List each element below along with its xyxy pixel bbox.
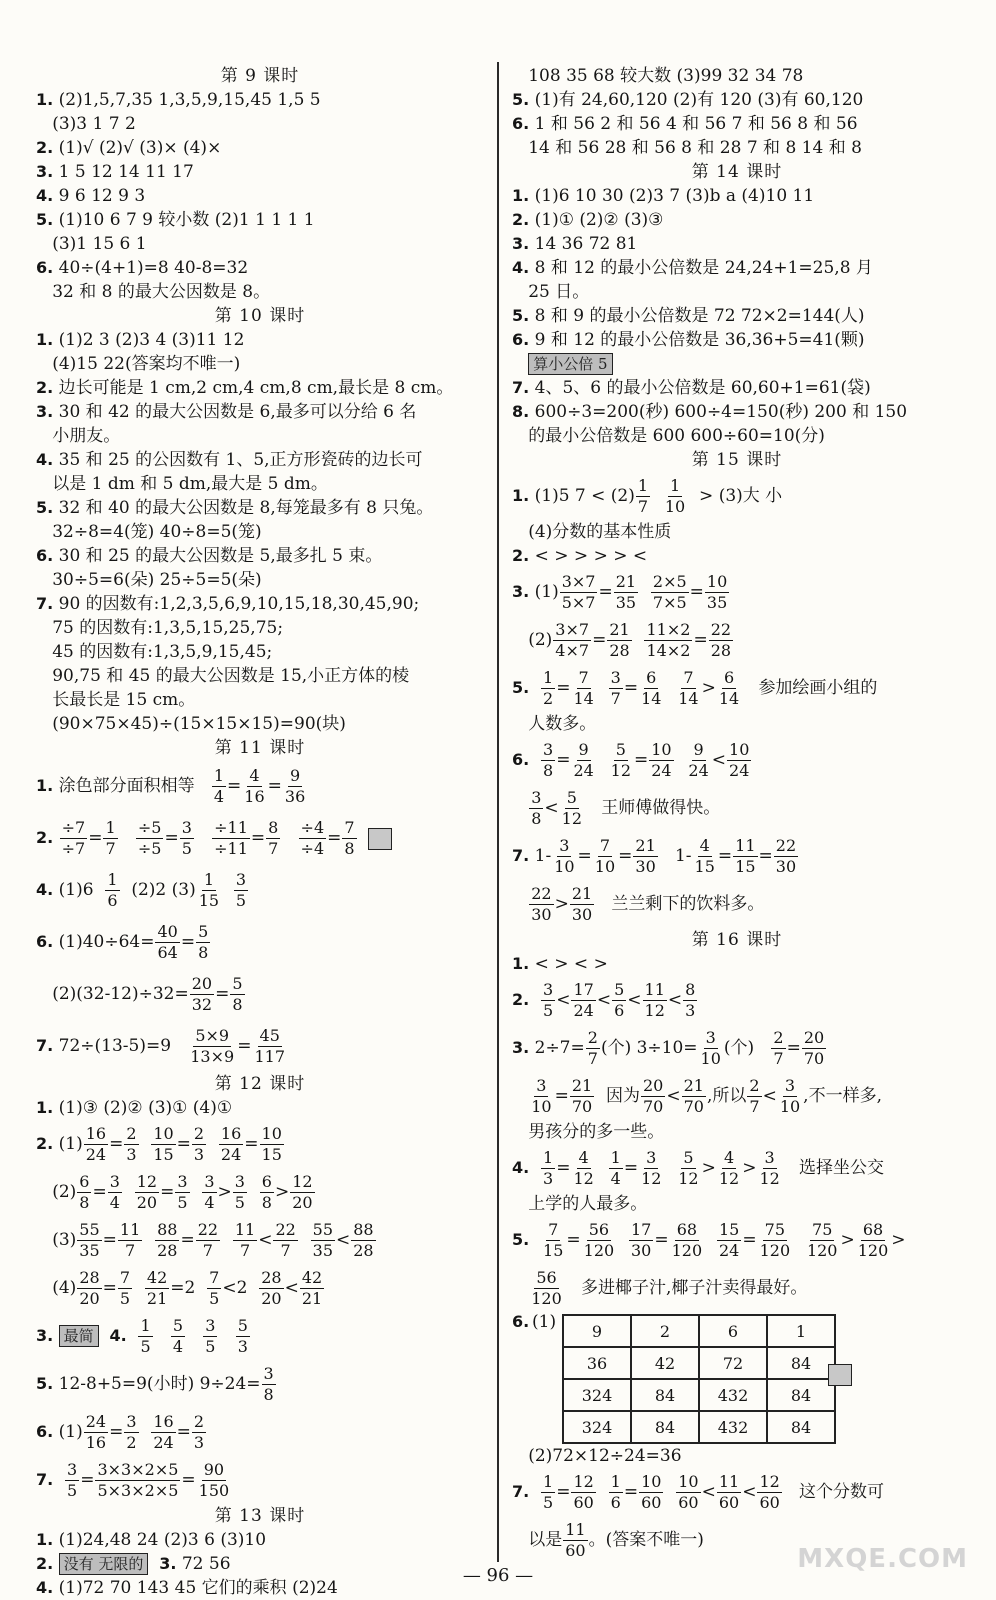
- table-cell: 1: [767, 1315, 835, 1347]
- answer-line: 3. 2÷7= $\frac{2}{7}$ (个) 3÷10= $\frac{3}{10}$ (个) $\frac{2}{7}$ = $\frac{20}{70}$: [512, 1028, 825, 1068]
- table-cell: 72: [699, 1347, 767, 1379]
- answer-line: 上学的人最多。: [528, 1194, 648, 1214]
- answer-line: (3)3 1 7 2: [52, 114, 136, 134]
- answer-line: 1. (1)6 10 30 (2)3 7 (3)b a (4)10 11: [512, 186, 815, 206]
- answer-line: 7. $\frac{1}{5}$ = $\frac{12}{60}$ $\frac{1}{6}$ = $\frac{10}{60}$ $\frac{10}{60}$ < $\frac{11}{60}$ < $\frac{12}{60}$ 这个分数可: [512, 1472, 885, 1512]
- lesson-11-title: 第 11 课时: [214, 738, 306, 758]
- answer-line: 14 和 56 28 和 56 8 和 28 7 和 8 14 和 8: [528, 138, 862, 158]
- answer-line: 7. 1- $\frac{3}{10}$ = $\frac{7}{10}$ = $\frac{21}{30}$ 1- $\frac{4}{15}$ = $\frac{11}{15}$ = $\frac{22}{30}$: [512, 836, 797, 876]
- table-cell: 9: [563, 1315, 631, 1347]
- lesson-14-title: 第 14 课时: [691, 162, 783, 182]
- column-divider: [497, 62, 499, 1562]
- answer-line: 4. (1)72 70 143 45 它们的乘积 (2)24: [36, 1578, 338, 1598]
- lesson-9-title: 第 9 课时: [220, 66, 300, 86]
- sketch-box: [368, 828, 392, 850]
- answer-line: 4. 8 和 12 的最小公倍数是 24,24+1=25,8 月: [512, 258, 873, 278]
- watermark: MXQE.COM: [797, 1544, 968, 1574]
- answer-line: 5. (1)有 24,60,120 (2)有 120 (3)有 60,120: [512, 90, 864, 110]
- table-cell: 36: [563, 1347, 631, 1379]
- table-row: [563, 1379, 835, 1411]
- answer-line: 6. 30 和 25 的最大公因数是 5,最多扎 5 束。: [36, 546, 383, 566]
- answer-line: [512, 352, 962, 376]
- answer-line: 4. 9 6 12 9 3: [36, 186, 146, 206]
- table-cell: 42: [631, 1347, 699, 1379]
- table-cell: 324: [563, 1411, 631, 1443]
- answer-line: 108 35 68 较大数 (3)99 32 34 78: [528, 66, 804, 86]
- answer-line: 6. (1) $\frac{24}{16}$ = $\frac{3}{2}$ $\frac{16}{24}$ = $\frac{2}{3}$: [36, 1412, 205, 1452]
- answer-box: 最简: [59, 1325, 99, 1347]
- answer-line: 3. 最简 4. $\frac{1}{5}$ $\frac{5}{4}$ $\frac{3}{5}$ $\frac{5}{3}$: [36, 1316, 248, 1356]
- answer-line: (2) $\frac{3\times 7}{4\times 7}$ = $\frac{21}{28}$ $\frac{11\times 2}{14\times 2}$ = $\frac{22}{28}$: [512, 620, 732, 660]
- answer-line: 1. (1)2 3 (2)3 4 (3)11 12: [36, 330, 245, 350]
- table-cell: 84: [631, 1379, 699, 1411]
- answer-line: $\frac{3}{8}$ < $\frac{5}{12}$ 王师傅做得快。: [531, 788, 721, 828]
- answer-line: 7. 90 的因数有:1,2,3,5,6,9,10,15,18,30,45,90;: [36, 594, 420, 614]
- answer-line: 的最小公倍数是 600 600÷60=10(分): [528, 426, 825, 446]
- table-cell: 84: [631, 1411, 699, 1443]
- answer-line: 3. (1) $\frac{3\times 7}{5\times 7}$ = $\frac{21}{35}$ $\frac{2\times 5}{7\times 5}$ = $\frac{10}{35}$: [512, 572, 728, 612]
- answer-line: 1. 涂色部分面积相等 $\frac{1}{4}$ = $\frac{4}{16}$ = $\frac{9}{36}$: [36, 766, 306, 806]
- answer-line: 6. $\frac{3}{8}$ = $\frac{9}{24}$ $\frac{5}{12}$ = $\frac{10}{24}$ $\frac{9}{24}$ < $\frac{10}{24}$: [512, 740, 750, 780]
- answer-line: (3)1 15 6 1: [52, 234, 147, 254]
- answer-line: 男孩分的多一些。: [528, 1122, 665, 1142]
- answer-line: 3. 1 5 12 14 11 17: [36, 162, 194, 182]
- answer-line: 90,75 和 45 的最大公因数是 15,小正方体的棱: [52, 666, 410, 686]
- lesson-13-title: 第 13 课时: [214, 1506, 306, 1526]
- left-column: [36, 64, 484, 1600]
- answer-line: 6. 40÷(4+1)=8 40-8=32: [36, 258, 249, 278]
- table-cell: 432: [699, 1379, 767, 1411]
- page-number: — 96 —: [462, 1565, 534, 1586]
- answer-line: 人数多。: [528, 714, 597, 734]
- answer-line: $\frac{22}{30}$ > $\frac{21}{30}$ 兰兰剩下的饮料多。: [531, 884, 765, 924]
- answer-line: 1. (1)5 7 < (2) $\frac{1}{7}$ $\frac{1}{10}$ > (3)大 小: [512, 476, 783, 516]
- answer-line: $\frac{3}{10}$ = $\frac{21}{70}$ 因为 $\frac{20}{70}$ < $\frac{21}{70}$ ,所以 $\frac{2}{7}$ < $\frac{3}{10}$ ,不一样多,: [531, 1076, 882, 1116]
- answer-line: 以是 $\frac{11}{60}$ 。(答案不唯一): [528, 1520, 704, 1560]
- answer-line: (2)(32-12)÷32= $\frac{20}{32}$ = $\frac{5}{8}$: [52, 974, 243, 1014]
- answer-6-block: 6. (1) 9 2 6 1 36 42 72 84 324 84 432 84 324 84 432 84: [512, 1312, 962, 1444]
- table-row: [563, 1315, 835, 1347]
- answer-line: 45 的因数有:1,3,5,9,15,45;: [52, 642, 273, 662]
- table-cell: 2: [631, 1315, 699, 1347]
- answer-line: 2. $\frac{3}{5}$ < $\frac{17}{24}$ < $\frac{5}{6}$ < $\frac{11}{12}$ < $\frac{8}{3}$: [512, 980, 696, 1020]
- lcm-table: [562, 1314, 836, 1444]
- answer-line: (2) $\frac{6}{8}$ = $\frac{3}{4}$ $\frac{12}{20}$ = $\frac{3}{5}$ $\frac{3}{4}$ > $\frac{3}{5}$ $\frac{6}{8}$ > $\frac{12}{20}$: [36, 1172, 313, 1212]
- answer-line: 2. (1)① (2)② (3)③: [512, 210, 664, 230]
- answer-line: 75 的因数有:1,3,5,15,25,75;: [52, 618, 284, 638]
- answer-line: 2. 边长可能是 1 cm,2 cm,4 cm,8 cm,最长是 8 cm。: [36, 378, 454, 398]
- answer-line: (2)72×12÷24=36: [528, 1446, 682, 1466]
- answer-line: 5. 32 和 40 的最大公因数是 8,每笼最多有 8 只兔。: [36, 498, 434, 518]
- answer-line: (90×75×45)÷(15×15×15)=90(块): [52, 714, 346, 734]
- answer-line: 7. 4、5、6 的最小公倍数是 60,60+1=61(袋): [512, 378, 871, 398]
- answer-line: 小朋友。: [52, 426, 121, 446]
- answer-line: 32÷8=4(笼) 40÷8=5(笼): [52, 522, 262, 542]
- lesson-16-title: 第 16 课时: [691, 930, 783, 950]
- answer-line: 2. 没有 无限的 3. 72 56: [36, 1554, 231, 1574]
- answer-line: 长最长是 15 cm。: [52, 690, 196, 710]
- lesson-12-title: 第 12 课时: [214, 1074, 306, 1094]
- table-cell: 84: [767, 1347, 835, 1379]
- answer-box: 算小公倍 5: [528, 353, 612, 375]
- table-cell: 324: [563, 1379, 631, 1411]
- answer-line: 以是 1 dm 和 5 dm,最大是 5 dm。: [52, 474, 328, 494]
- answer-line: 32 和 8 的最大公因数是 8。: [52, 282, 271, 302]
- answer-line: 1. (1)③ (2)② (3)① (4)①: [36, 1098, 233, 1118]
- answer-line: 6. (1)40÷64= $\frac{40}{64}$ = $\frac{5}{8}$: [36, 922, 209, 962]
- answer-line: (4) $\frac{28}{20}$ = $\frac{7}{5}$ $\frac{42}{21}$ =2 $\frac{7}{5}$ <2 $\frac{28}{20}$ < $\frac{42}{21}$: [52, 1268, 323, 1308]
- lesson-10-title: 第 10 课时: [214, 306, 306, 326]
- answer-line: 7. $\frac{3}{5}$ = $\frac{3\times 3\times 2\times 5}{5\times 3\times 2\times 5}$ = $\frac{90}{150}$: [36, 1460, 230, 1500]
- answer-line: 4. $\frac{1}{3}$ = $\frac{4}{12}$ $\frac{1}{4}$ = $\frac{3}{12}$ $\frac{5}{12}$ > $\frac{4}{12}$ > $\frac{3}{12}$ 选择坐公交: [512, 1148, 885, 1188]
- answer-line: 6. 9 和 12 的最小公倍数是 36,36+5=41(颗): [512, 330, 865, 350]
- table-row: [563, 1347, 835, 1379]
- table-cell: 84: [767, 1379, 835, 1411]
- table-cell: 6: [699, 1315, 767, 1347]
- answer-line: 3. 14 36 72 81: [512, 234, 638, 254]
- answer-line: 2. (1) $\frac{16}{24}$ = $\frac{2}{3}$ $\frac{10}{15}$ = $\frac{2}{3}$ $\frac{16}{24}$ = $\frac{10}{15}$: [36, 1124, 282, 1164]
- answer-line: 6. 1 和 56 2 和 56 4 和 56 7 和 56 8 和 56: [512, 114, 858, 134]
- answer-line: 5. 12-8+5=9(小时) 9÷24= $\frac{3}{8}$: [36, 1364, 274, 1404]
- right-column: [512, 64, 962, 1564]
- answer-line: 8. 600÷3=200(秒) 600÷4=150(秒) 200 和 150: [512, 402, 908, 422]
- answer-line: 1. (2)1,5,7,35 1,3,5,9,15,45 1,5 5: [36, 90, 321, 110]
- answer-line: 25 日。: [528, 282, 590, 302]
- lesson-15-title: 第 15 课时: [691, 450, 783, 470]
- answer-line: $\frac{56}{120}$ 多进椰子汁,椰子汁卖得最好。: [531, 1268, 808, 1308]
- answer-line: 4. (1)6 $\frac{1}{6}$ (2)2 (3) $\frac{1}{15}$ $\frac{3}{5}$: [36, 870, 247, 910]
- answer-line: (4)分数的基本性质: [528, 522, 672, 542]
- answer-line: (3) $\frac{55}{35}$ = $\frac{11}{7}$ $\frac{88}{28}$ = $\frac{22}{7}$ $\frac{11}{7}$ < $\frac{22}{7}$ $\frac{55}{35}$ < $\frac{88}{28}$: [36, 1220, 374, 1260]
- answer-box: 没有 无限的: [59, 1553, 149, 1575]
- answer-line: 3. 30 和 42 的最大公因数是 6,最多可以分给 6 名: [36, 402, 417, 422]
- answer-line: 30÷5=6(朵) 25÷5=5(朵): [52, 570, 262, 590]
- answer-line: 2. (1)√ (2)√ (3)× (4)×: [36, 138, 222, 158]
- answer-line: 4. 35 和 25 的公因数有 1、5,正方形瓷砖的边长可: [36, 450, 423, 470]
- answer-line: 7. 72÷(13-5)=9 $\frac{5\times 9}{13\times 9}$ = $\frac{45}{117}$: [36, 1026, 285, 1066]
- answer-line: 2. < > > > > <: [512, 546, 648, 566]
- answer-line: 1. < > < >: [512, 954, 608, 974]
- answer-line: 5. $\frac{1}{2}$ = $\frac{7}{14}$ $\frac{3}{7}$ = $\frac{6}{14}$ $\frac{7}{14}$ > $\frac{6}{14}$ 参加绘画小组的: [512, 668, 878, 708]
- table-row: [563, 1411, 835, 1443]
- sketch-box: [828, 1364, 852, 1386]
- answer-line: 5. (1)10 6 7 9 较小数 (2)1 1 1 1 1: [36, 210, 315, 230]
- answer-line: 1. (1)24,48 24 (2)3 6 (3)10: [36, 1530, 267, 1550]
- sub-label: (1): [532, 1312, 557, 1332]
- answer-line: 5. 8 和 9 的最小公倍数是 72 72×2=144(人): [512, 306, 865, 326]
- answer-line: 5. $\frac{7}{15}$ = $\frac{56}{120}$ $\frac{17}{30}$ = $\frac{68}{120}$ $\frac{15}{24}$ = $\frac{75}{120}$ $\frac{75}{120}$ > $\frac{68}{120}$ >: [512, 1220, 906, 1260]
- table-cell: 84: [767, 1411, 835, 1443]
- table-cell: 432: [699, 1411, 767, 1443]
- answer-line: 2. $\frac{\div 7}{\div 7}$ = $\frac{1}{7}$ $\frac{\div 5}{\div 5}$ = $\frac{3}{5}$ $\frac{\div 11}{\div 11}$ = $\frac{8}{7}$ $\frac{\div 4}{\div 4}$ = $\frac{7}{8}$: [36, 812, 484, 864]
- answer-line: (4)15 22(答案均不唯一): [52, 354, 241, 374]
